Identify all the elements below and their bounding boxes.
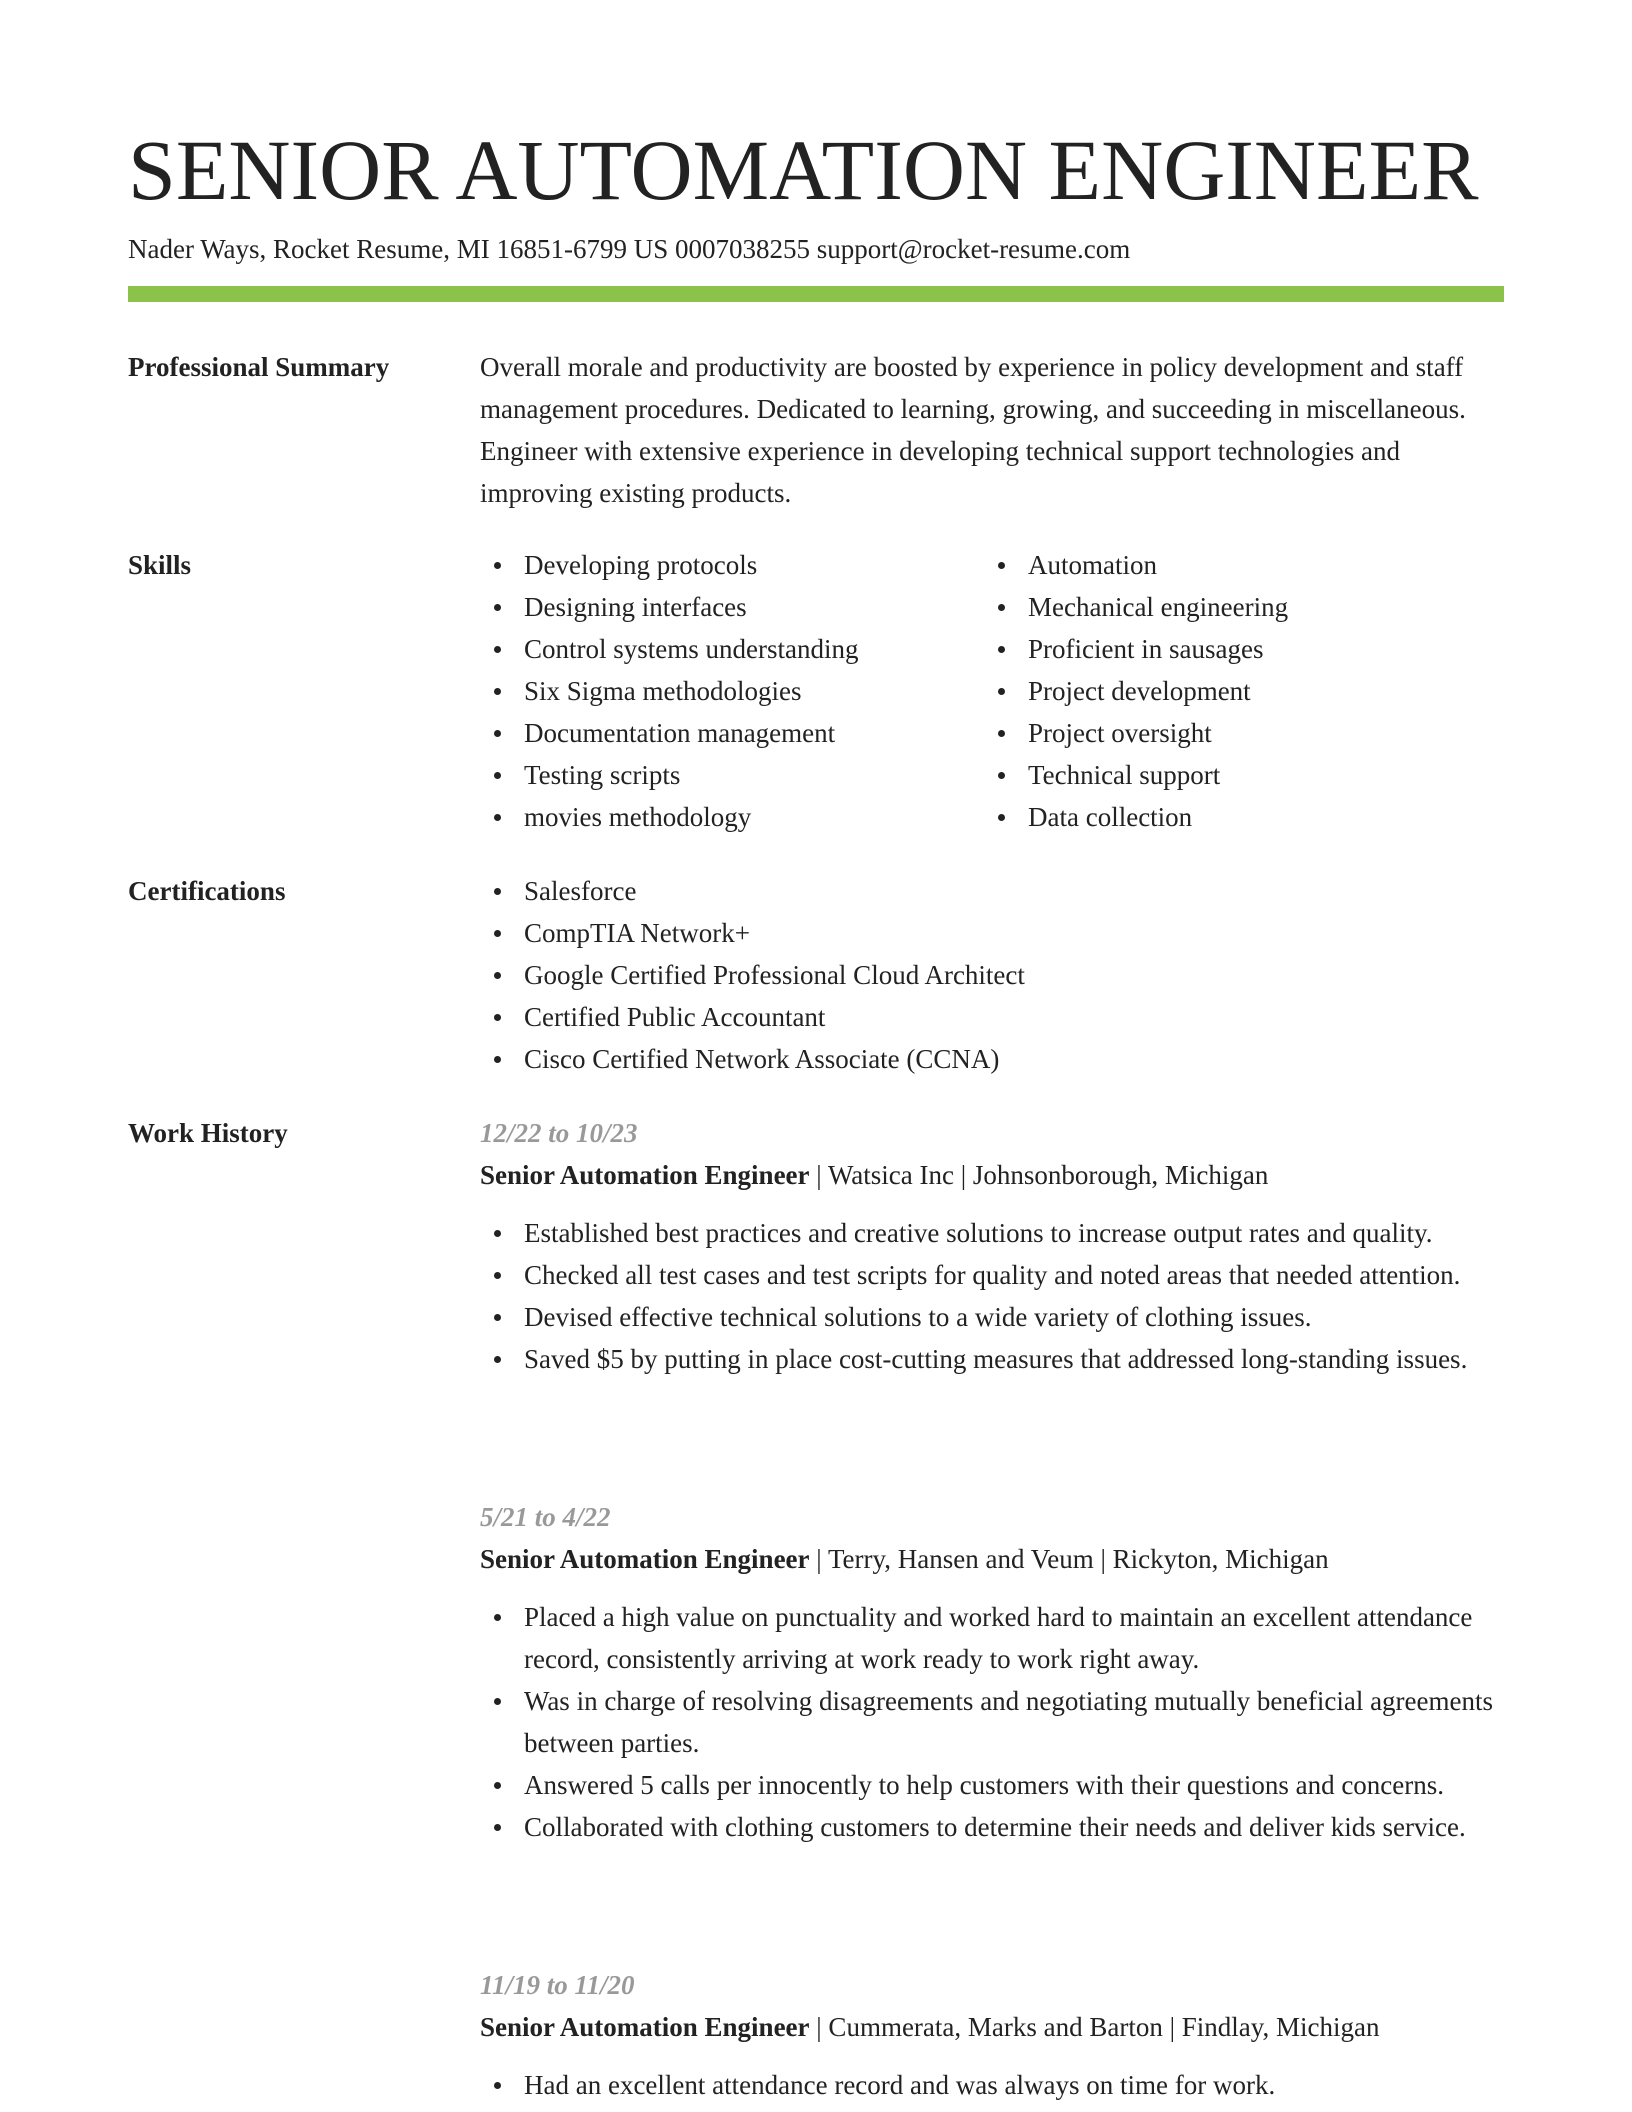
skill-item: Technical support (984, 754, 1504, 796)
job-bullet: Saved $5 by putting in place cost-cutting measures that addressed long-standing issues. (480, 1338, 1504, 1380)
skill-item: Documentation management (480, 712, 984, 754)
skill-item: Mechanical engineering (984, 586, 1504, 628)
skill-item: Proficient in sausages (984, 628, 1504, 670)
skill-item: Data collection (984, 796, 1504, 838)
job-dates: 5/21 to 4/22 (480, 1502, 611, 1532)
certification-item: Certified Public Accountant (480, 996, 1504, 1038)
job-title-line (480, 2006, 1504, 2048)
section-title-certifications: Certifications (128, 876, 286, 906)
skill-item: Project development (984, 670, 1504, 712)
job-dates: 11/19 to 11/20 (480, 1970, 635, 2000)
job-bullet: Placed a high value on punctuality and worked hard to maintain an excellent attendance record, consistently arriving at work ready to work right away. (480, 1596, 1504, 1680)
certification-item: Google Certified Professional Cloud Architect (480, 954, 1504, 996)
job-role: Senior Automation Engineer (480, 1160, 810, 1190)
skill-item: Project oversight (984, 712, 1504, 754)
job-bullet: Established best practices and creative solutions to increase output rates and quality. (480, 1212, 1504, 1254)
section-title-work-history: Work History (128, 1118, 288, 1148)
skills-list-left (480, 544, 984, 838)
certification-item: CompTIA Network+ (480, 912, 1504, 954)
certifications-section (480, 870, 1504, 1080)
skill-item: Testing scripts (480, 754, 984, 796)
skill-item: Six Sigma methodologies (480, 670, 984, 712)
job-bullet: Collaborated with clothing customers to determine their needs and deliver kids service. (480, 1806, 1504, 1848)
section-title-summary: Professional Summary (128, 352, 390, 382)
skills-list-right (984, 544, 1504, 838)
skill-item: Developing protocols (480, 544, 984, 586)
job-bullet: Answered 5 calls per innocently to help customers with their questions and concerns. (480, 1764, 1504, 1806)
job-details: | Cummerata, Marks and Barton | Findlay, Michigan (809, 2012, 1380, 2042)
skills-section (480, 544, 1504, 838)
skill-item: Control systems understanding (480, 628, 984, 670)
summary-text: Overall morale and productivity are boosted by experience in policy development and staff management procedures. Dedicated to learning, growing, and succeeding in miscellaneous. Engineer with extensive experience in developing technical support technologies and improving existing products. (480, 352, 1466, 508)
resume-name-heading: SENIOR AUTOMATION ENGINEER (128, 122, 1479, 218)
job-bullets (480, 1596, 1504, 1848)
certification-item: Salesforce (480, 870, 1504, 912)
job-title-line (480, 1538, 1504, 1580)
job-title-line (480, 1154, 1504, 1196)
skill-item: Designing interfaces (480, 586, 984, 628)
contact-line: Nader Ways, Rocket Resume, MI 16851-6799 US 0007038255 support@rocket-resume.com (128, 234, 1131, 264)
job-bullet: Was in charge of resolving disagreements and negotiating mutually beneficial agreements between parties. (480, 1680, 1504, 1764)
job-bullets (480, 1212, 1504, 1380)
summary-section (480, 346, 1504, 514)
header-divider (128, 286, 1504, 302)
job-bullets (480, 2064, 1504, 2106)
section-title-skills: Skills (128, 550, 192, 580)
certification-item: Cisco Certified Network Associate (CCNA) (480, 1038, 1504, 1080)
job-bullet: Checked all test cases and test scripts for quality and noted areas that needed attention. (480, 1254, 1504, 1296)
job-dates: 12/22 to 10/23 (480, 1118, 638, 1148)
certifications-list (480, 870, 1504, 1080)
job-entry (480, 1496, 1504, 1848)
job-bullet: Had an excellent attendance record and was always on time for work. (480, 2064, 1504, 2106)
job-details: | Terry, Hansen and Veum | Rickyton, Michigan (809, 1544, 1329, 1574)
job-role: Senior Automation Engineer (480, 2012, 810, 2042)
job-bullet: Devised effective technical solutions to a wide variety of clothing issues. (480, 1296, 1504, 1338)
job-entry (480, 1964, 1504, 2106)
skill-item: Automation (984, 544, 1504, 586)
job-role: Senior Automation Engineer (480, 1544, 810, 1574)
job-details: | Watsica Inc | Johnsonborough, Michigan (809, 1160, 1269, 1190)
skill-item: movies methodology (480, 796, 984, 838)
job-entry (480, 1112, 1504, 1380)
